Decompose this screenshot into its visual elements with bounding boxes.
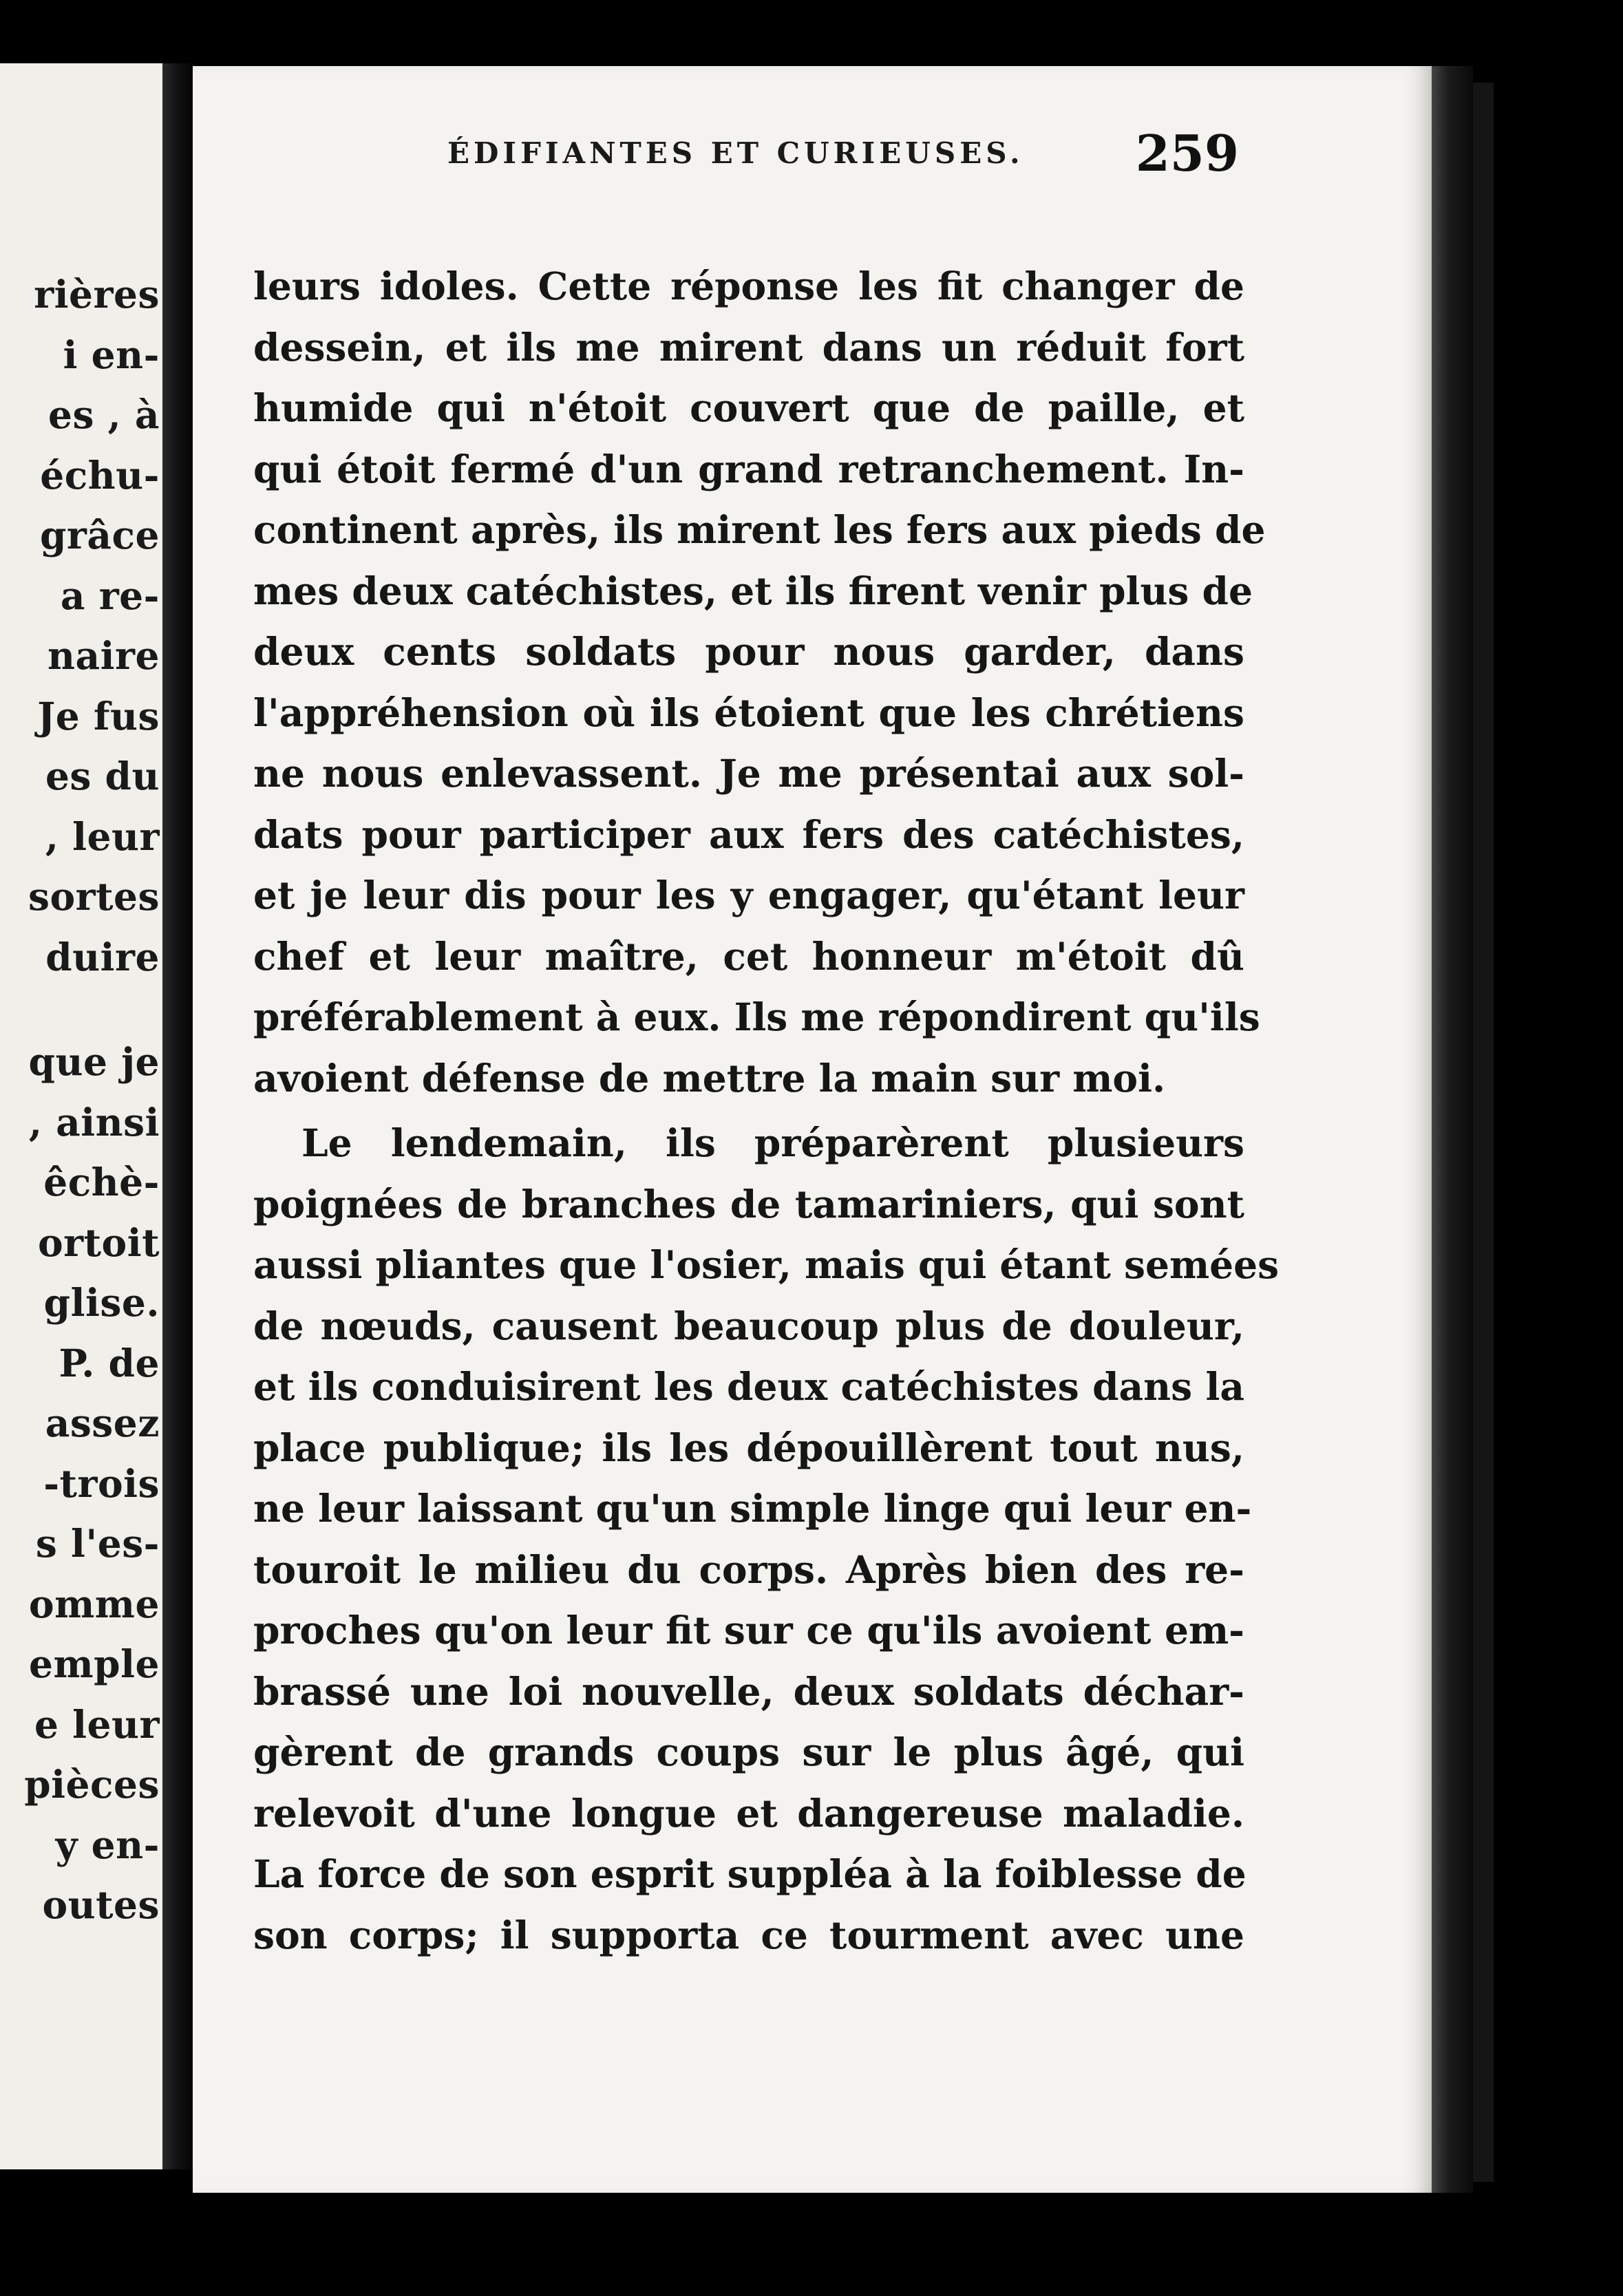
facing-line: P. de	[59, 1340, 160, 1385]
text-line: deux cents soldats pour nous garder, dans	[253, 629, 1244, 674]
text-line: humide qui n'étoit couvert que de paille, et	[253, 385, 1244, 430]
text-line: aussi pliantes que l'osier, mais qui étant semées	[253, 1242, 1280, 1287]
text-line: et ils conduisirent les deux catéchistes dans la	[253, 1364, 1244, 1409]
text-line: et je leur dis pour les y engager, qu'étant leur	[253, 873, 1244, 917]
facing-line: a re-	[60, 573, 160, 618]
text-line: qui étoit fermé d'un grand retranchement. In-	[253, 446, 1244, 491]
book-gutter	[162, 63, 193, 2169]
facing-line-gap	[0, 987, 162, 1032]
facing-line: e leur	[34, 1701, 160, 1747]
facing-line: ortoit	[37, 1220, 160, 1265]
facing-line: , leur	[45, 814, 160, 859]
page-number: 259	[1135, 124, 1239, 182]
text-line: son corps; il supporta ce tourment avec une	[253, 1912, 1244, 1957]
text-line: dats pour participer aux fers des catéchistes,	[253, 811, 1244, 857]
facing-line: sortes	[28, 874, 160, 919]
facing-line: y en-	[55, 1822, 160, 1867]
facing-line: grâce	[39, 513, 160, 557]
facing-line: que je	[28, 1039, 160, 1084]
facing-line: glise.	[43, 1280, 160, 1325]
text-line: gèrent de grands coups sur le plus âgé, qui	[253, 1730, 1244, 1774]
running-header	[248, 124, 1239, 186]
paragraph-start-line: Le lendemain, ils préparèrent plusieurs	[301, 1120, 1244, 1165]
facing-line: omme	[28, 1581, 160, 1626]
facing-line: Je fus	[37, 693, 160, 738]
text-line: de nœuds, causent beaucoup plus de douleur,	[253, 1303, 1244, 1348]
facing-line: emple	[28, 1641, 160, 1686]
text-line: brassé une loi nouvelle, deux soldats déchar-	[253, 1668, 1244, 1714]
facing-line: , ainsi	[28, 1099, 160, 1145]
text-line: l'appréhension où ils étoient que les chrétiens	[253, 690, 1244, 735]
page-edge-shadow	[1432, 66, 1473, 2193]
body-text	[253, 256, 1280, 1966]
facing-page-text	[0, 264, 162, 1935]
text-line: relevoit d'une longue et dangereuse maladie.	[253, 1790, 1244, 1836]
facing-line: duire	[45, 934, 160, 979]
facing-line: assez	[45, 1401, 160, 1445]
text-line: mes deux catéchistes, et ils firent venir plus de	[253, 568, 1253, 613]
facing-line: i en-	[63, 332, 160, 377]
text-line: dessein, et ils me mirent dans un réduit fort	[253, 324, 1244, 370]
text-line: ne leur laissant qu'un simple linge qui leur en-	[253, 1486, 1252, 1531]
facing-line: naire	[47, 633, 160, 678]
facing-line: rières	[34, 272, 160, 317]
facing-page	[0, 63, 162, 2169]
text-line: La force de son esprit suppléa à la foiblesse de	[253, 1851, 1247, 1896]
book-cover-edge	[1473, 83, 1494, 2182]
running-title: ÉDIFIANTES ET CURIEUSES.	[447, 136, 1024, 170]
text-line: poignées de branches de tamariniers, qui sont	[253, 1181, 1244, 1226]
facing-line: s l'es-	[35, 1521, 160, 1566]
paragraph-end-line: avoient défense de mettre la main sur moi.	[253, 1055, 1166, 1101]
text-line: place publique; ils les dépouillèrent tout nus,	[253, 1425, 1244, 1470]
text-line: ne nous enlevassent. Je me présentai aux sol-	[253, 751, 1244, 796]
text-line: leurs idoles. Cette réponse les fit changer de	[253, 264, 1244, 308]
text-line: chef et leur maître, cet honneur m'étoit dû	[253, 933, 1244, 979]
facing-line: es , à	[47, 392, 160, 437]
text-line: continent après, ils mirent les fers aux pieds de	[253, 507, 1266, 552]
text-line: proches qu'on leur fit sur ce qu'ils avoient em-	[253, 1608, 1244, 1652]
facing-line: es du	[45, 754, 160, 798]
facing-line: échu-	[40, 452, 160, 498]
text-line: préférablement à eux. Ils me répondirent qu'ils	[253, 995, 1260, 1039]
facing-line: pièces	[24, 1762, 160, 1807]
facing-line: êchè-	[43, 1160, 160, 1204]
facing-line: outes	[42, 1882, 160, 1927]
text-line: touroit le milieu du corps. Après bien des re-	[253, 1546, 1244, 1592]
facing-line: -trois	[43, 1460, 160, 1506]
